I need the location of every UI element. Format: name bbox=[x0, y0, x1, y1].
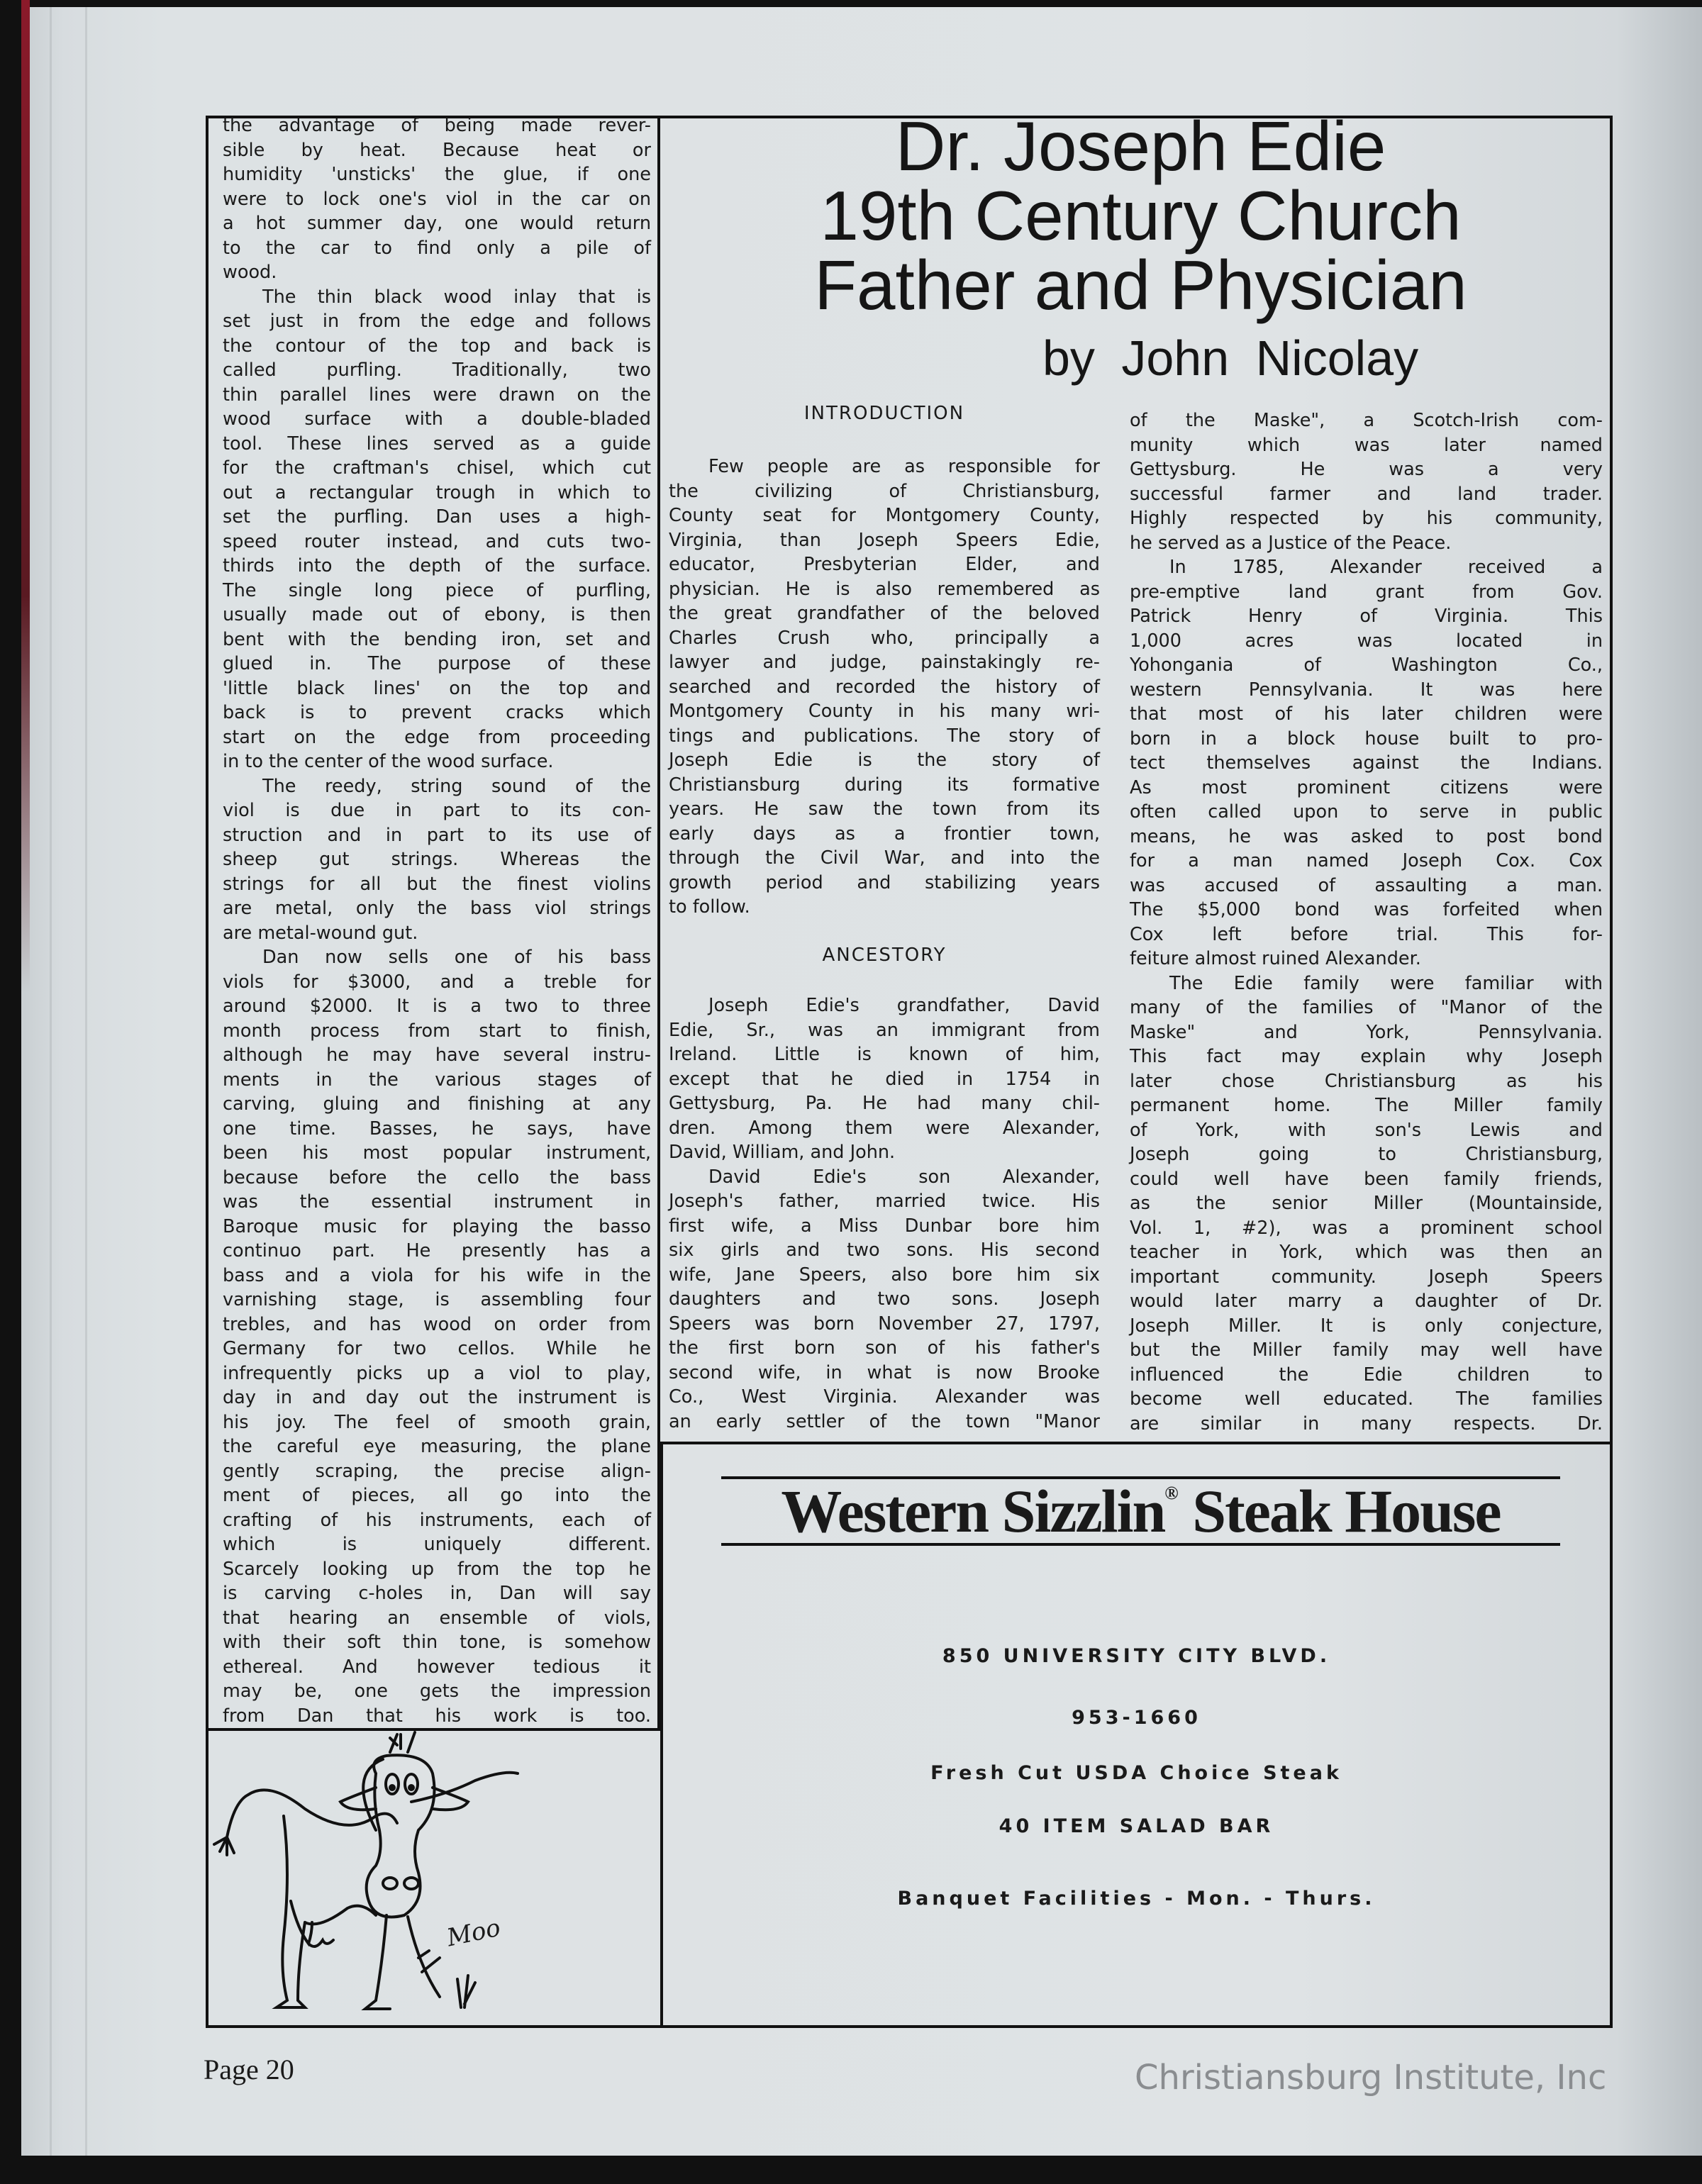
text-line: the civilizing of Christiansburg, bbox=[669, 480, 1100, 502]
text-line: Highly respected by his community, bbox=[1130, 508, 1603, 529]
text-line: As most prominent citizens were bbox=[1130, 776, 1603, 798]
text-line: for a man named Joseph Cox. Cox bbox=[1130, 850, 1603, 871]
text-line: continuo part. He presently has a bbox=[223, 1240, 651, 1261]
text-line: been his most popular instrument, bbox=[223, 1142, 651, 1164]
text-line: searched and recorded the history of bbox=[669, 676, 1100, 698]
text-line: are metal, only the bass viol strings bbox=[223, 898, 651, 919]
text-line: Montgomery County in his many wri- bbox=[669, 701, 1100, 722]
text-line: tool. These lines served as a guide bbox=[223, 433, 651, 455]
text-line: were to lock one's viol in the car on bbox=[223, 188, 651, 210]
text-line: first wife, a Miss Dunbar bore him bbox=[669, 1215, 1100, 1237]
text-line: bass and a viola for his wife in the bbox=[223, 1264, 651, 1286]
cow-cartoon bbox=[206, 1731, 660, 2028]
text-line: that hearing an ensemble of viols, bbox=[223, 1607, 651, 1629]
text-line: lawyer and judge, painstakingly re- bbox=[669, 652, 1100, 673]
introduction-text bbox=[669, 455, 1100, 920]
text-line: The single long piece of purfling, bbox=[223, 579, 651, 601]
text-line: Joseph Edie's grandfather, David bbox=[708, 995, 1100, 1016]
page-edge-line bbox=[50, 7, 52, 2156]
text-line: often called upon to serve in public bbox=[1130, 801, 1603, 823]
text-line: Gettysburg, Pa. He had many chil- bbox=[669, 1093, 1100, 1114]
text-line: the advantage of being made rever- bbox=[223, 115, 651, 136]
text-line: tect themselves against the Indians. bbox=[1130, 752, 1603, 774]
text-line: usually made out of ebony, is then bbox=[223, 604, 651, 625]
text-line: become well educated. The families bbox=[1130, 1388, 1603, 1410]
text-line: means, he was asked to post bond bbox=[1130, 825, 1603, 847]
text-line: was accused of assaulting a man. bbox=[1130, 874, 1603, 896]
text-line: Co., West Virginia. Alexander was bbox=[669, 1386, 1100, 1408]
text-line: David, William, and John. bbox=[669, 1142, 896, 1163]
text-line: Joseph Miller. It is only conjecture, bbox=[1130, 1315, 1603, 1337]
text-line: set just in from the edge and follows bbox=[223, 311, 651, 332]
text-line: strings for all but the finest violins bbox=[223, 873, 651, 895]
text-line: crafting of his instruments, each of bbox=[223, 1509, 651, 1531]
text-line: second wife, in what is now Brooke bbox=[669, 1361, 1100, 1383]
text-line: munity which was later named bbox=[1130, 434, 1603, 456]
text-line: Virginia, than Joseph Speers Edie, bbox=[669, 529, 1100, 551]
page-edge-line bbox=[85, 7, 87, 2156]
text-line: physician. He is also remembered as bbox=[669, 578, 1100, 600]
text-line: Christiansburg during its formative bbox=[669, 774, 1100, 796]
ad-name-part2: Steak House bbox=[1178, 1477, 1501, 1545]
text-line: tings and publications. The story of bbox=[669, 725, 1100, 747]
text-line: wood. bbox=[223, 262, 277, 283]
binding-edge bbox=[21, 0, 30, 993]
text-line: This fact may explain why Joseph bbox=[1130, 1046, 1603, 1067]
text-line: wife, Jane Speers, also bore him six bbox=[669, 1264, 1100, 1286]
text-line: humidity 'unsticks' the glue, if one bbox=[223, 164, 651, 185]
ad-line-salad-bar: 40 ITEM SALAD BAR bbox=[999, 1815, 1274, 1837]
text-line: he served as a Justice of the Peace. bbox=[1130, 532, 1452, 554]
text-line: the great grandfather of the beloved bbox=[669, 603, 1100, 624]
text-line: dren. Among them were Alexander, bbox=[669, 1117, 1100, 1139]
text-line: sible by heat. Because heat or bbox=[223, 139, 651, 161]
text-line: many of the families of "Manor of the bbox=[1130, 997, 1603, 1018]
text-line: infrequently picks up a viol to play, bbox=[223, 1362, 651, 1384]
text-line: through the Civil War, and into the bbox=[669, 847, 1100, 869]
ad-phone: 953-1660 bbox=[1072, 1707, 1201, 1729]
ad-line-steak: Fresh Cut USDA Choice Steak bbox=[930, 1762, 1342, 1784]
text-line: start on the edge from proceeding bbox=[223, 726, 651, 748]
text-line: six girls and two sons. His second bbox=[669, 1239, 1100, 1261]
text-line: because before the cello the bass bbox=[223, 1166, 651, 1188]
text-line: trebles, and has wood on order from bbox=[223, 1313, 651, 1335]
text-line: although he may have several instru- bbox=[223, 1044, 651, 1066]
article-title-line-3: Father and Physician bbox=[814, 246, 1467, 324]
text-line: 'little black lines' on the top and bbox=[223, 677, 651, 699]
text-line: speed router instead, and cuts two- bbox=[223, 530, 651, 552]
text-line: Dan now sells one of his bass bbox=[262, 947, 651, 968]
text-line: Speers was born November 27, 1797, bbox=[669, 1313, 1100, 1335]
text-line: as the senior Miller (Mountainside, bbox=[1130, 1193, 1603, 1214]
text-line: pre-emptive land grant from Gov. bbox=[1130, 581, 1603, 603]
text-line: for the craftman's chisel, which cut bbox=[223, 457, 651, 479]
text-line: an early settler of the town "Manor bbox=[669, 1410, 1100, 1432]
text-line: County seat for Montgomery County, bbox=[669, 505, 1100, 526]
text-line: varnishing stage, is assembling four bbox=[223, 1289, 651, 1310]
text-line: teacher in York, which was then an bbox=[1130, 1242, 1603, 1263]
article-title-line-2: 19th Century Church bbox=[820, 177, 1462, 255]
text-line: later chose Christiansburg as his bbox=[1130, 1070, 1603, 1092]
text-line: David Edie's son Alexander, bbox=[708, 1166, 1100, 1188]
text-line: Baroque music for playing the basso bbox=[223, 1215, 651, 1237]
text-line: important community. Joseph Speers bbox=[1130, 1266, 1603, 1288]
introduction-heading: INTRODUCTION bbox=[803, 403, 965, 424]
text-line: which is uniquely different. bbox=[223, 1534, 651, 1555]
text-line: bent with the bending iron, set and bbox=[223, 628, 651, 650]
watermark: Christiansburg Institute, Inc bbox=[1135, 2058, 1607, 2097]
text-line: Scarcely looking up from the top he bbox=[223, 1558, 651, 1580]
text-line: a hot summer day, one would return bbox=[223, 213, 651, 234]
text-line: may be, one gets the impression bbox=[223, 1681, 651, 1702]
text-line: are similar in many respects. Dr. bbox=[1130, 1413, 1603, 1434]
text-line: would later marry a daughter of Dr. bbox=[1130, 1291, 1603, 1312]
text-line: The thin black wood inlay that is bbox=[262, 286, 651, 308]
cartoon-moo-text: Moo bbox=[444, 1913, 504, 1953]
text-line: Joseph Edie is the story of bbox=[669, 750, 1100, 771]
text-line: that most of his later children were bbox=[1130, 703, 1603, 725]
text-line: his joy. The feel of smooth grain, bbox=[223, 1411, 651, 1433]
text-line: to the car to find only a pile of bbox=[223, 237, 651, 259]
text-line: The Edie family were familiar with bbox=[1169, 972, 1603, 994]
text-line: Few people are as responsible for bbox=[708, 456, 1100, 477]
article-byline: by John Nicolay bbox=[1042, 330, 1419, 386]
text-line: daughters and two sons. Joseph bbox=[669, 1288, 1100, 1310]
text-line: Yohongania of Washington Co., bbox=[1130, 654, 1603, 676]
text-line: gently scraping, the precise align- bbox=[223, 1460, 651, 1482]
text-line: feiture almost ruined Alexander. bbox=[1130, 948, 1421, 969]
text-line: Edie, Sr., was an immigrant from bbox=[669, 1019, 1100, 1041]
registered-mark: ® bbox=[1164, 1483, 1179, 1503]
text-line: day in and day out the instrument is bbox=[223, 1387, 651, 1408]
text-line: In 1785, Alexander received a bbox=[1169, 557, 1603, 578]
text-line: The reedy, string sound of the bbox=[262, 775, 651, 797]
text-line: the contour of the top and back is bbox=[223, 335, 651, 357]
text-line: called purfling. Traditionally, two bbox=[223, 360, 651, 381]
text-line: back is to prevent cracks which bbox=[223, 702, 651, 723]
text-line: Maske" and York, Pennsylvania. bbox=[1130, 1021, 1603, 1043]
text-line: in to the center of the wood surface. bbox=[223, 751, 554, 772]
article-title-line-1: Dr. Joseph Edie bbox=[895, 107, 1386, 185]
ad-name-part1: Western Sizzlin bbox=[781, 1477, 1165, 1545]
text-line: educator, Presbyterian Elder, and bbox=[669, 554, 1100, 575]
text-line: set the purfling. Dan uses a high- bbox=[223, 506, 651, 528]
text-line: Gettysburg. He was a very bbox=[1130, 459, 1603, 480]
ancestory-text bbox=[669, 993, 1100, 1434]
text-line: the careful eye measuring, the plane bbox=[223, 1436, 651, 1457]
text-line: early days as a frontier town, bbox=[669, 823, 1100, 845]
text-line: around $2000. It is a two to three bbox=[223, 996, 651, 1017]
text-line: was the essential instrument in bbox=[223, 1191, 651, 1213]
text-line: ment of pieces, all go into the bbox=[223, 1485, 651, 1506]
text-line: ethereal. And however tedious it bbox=[223, 1656, 651, 1678]
text-line: born in a block house built to pro- bbox=[1130, 728, 1603, 750]
text-line: western Pennsylvania. It was here bbox=[1130, 679, 1603, 701]
text-line: Patrick Henry of Virginia. This bbox=[1130, 606, 1603, 627]
text-line: is carving c-holes in, Dan will say bbox=[223, 1583, 651, 1604]
right-column-text bbox=[1130, 408, 1603, 1436]
text-line: ments in the various stages of bbox=[223, 1069, 651, 1091]
text-line: Joseph's father, married twice. His bbox=[669, 1191, 1100, 1212]
text-line: viol is due in part to its con- bbox=[223, 800, 651, 821]
text-line: growth period and stabilizing years bbox=[669, 871, 1100, 893]
text-line: Charles Crush who, principally a bbox=[669, 627, 1100, 649]
text-line: with their soft thin tone, is somehow bbox=[223, 1632, 651, 1653]
left-column-text bbox=[223, 113, 651, 1728]
text-line: thin parallel lines were drawn on the bbox=[223, 384, 651, 406]
text-line: one time. Basses, he says, have bbox=[223, 1118, 651, 1140]
text-line: could well have been family friends, bbox=[1130, 1168, 1603, 1190]
ancestory-heading: ANCESTORY bbox=[822, 945, 947, 966]
text-line: to follow. bbox=[669, 896, 750, 918]
text-line: Germany for two cellos. While he bbox=[223, 1338, 651, 1359]
text-line: except that he died in 1754 in bbox=[669, 1068, 1100, 1090]
text-line: permanent home. The Miller family bbox=[1130, 1095, 1603, 1116]
text-line: carving, gluing and finishing at any bbox=[223, 1093, 651, 1115]
text-line: viols for $3000, and a treble for bbox=[223, 971, 651, 993]
text-line: glued in. The purpose of these bbox=[223, 653, 651, 674]
ad-address: 850 UNIVERSITY CITY BLVD. bbox=[942, 1645, 1331, 1667]
text-line: are metal-wound gut. bbox=[223, 922, 418, 944]
text-line: Cox left before trial. This for- bbox=[1130, 923, 1603, 945]
text-line: The $5,000 bond was forfeited when bbox=[1130, 899, 1603, 920]
text-line: sheep gut strings. Whereas the bbox=[223, 849, 651, 870]
text-line: the first born son of his father's bbox=[669, 1337, 1100, 1359]
text-line: of the Maske", a Scotch-Irish com- bbox=[1130, 410, 1603, 431]
text-line: influenced the Edie children to bbox=[1130, 1364, 1603, 1386]
ad-headline bbox=[721, 1476, 1560, 1546]
text-line: Ireland. Little is known of him, bbox=[669, 1044, 1100, 1065]
text-line: wood surface with a double-bladed bbox=[223, 408, 651, 430]
text-line: of York, with son's Lewis and bbox=[1130, 1119, 1603, 1141]
text-line: out a rectangular trough in which to bbox=[223, 481, 651, 503]
text-line: month process from start to finish, bbox=[223, 1020, 651, 1042]
text-line: struction and in part to its use of bbox=[223, 824, 651, 846]
page-number: Page 20 bbox=[204, 2054, 294, 2085]
text-line: successful farmer and land trader. bbox=[1130, 483, 1603, 505]
text-line: 1,000 acres was located in bbox=[1130, 630, 1603, 652]
text-line: Vol. 1, #2), was a prominent school bbox=[1130, 1217, 1603, 1239]
cow-drawing-icon bbox=[206, 1731, 660, 2028]
text-line: from Dan that his work is too. bbox=[223, 1705, 651, 1727]
text-line: years. He saw the town from its bbox=[669, 798, 1100, 820]
text-line: but the Miller family may well have bbox=[1130, 1339, 1603, 1361]
ad-line-banquet: Banquet Facilities - Mon. - Thurs. bbox=[897, 1888, 1376, 1910]
text-line: thirds into the depth of the surface. bbox=[223, 555, 651, 576]
text-line: Joseph going to Christiansburg, bbox=[1130, 1144, 1603, 1165]
